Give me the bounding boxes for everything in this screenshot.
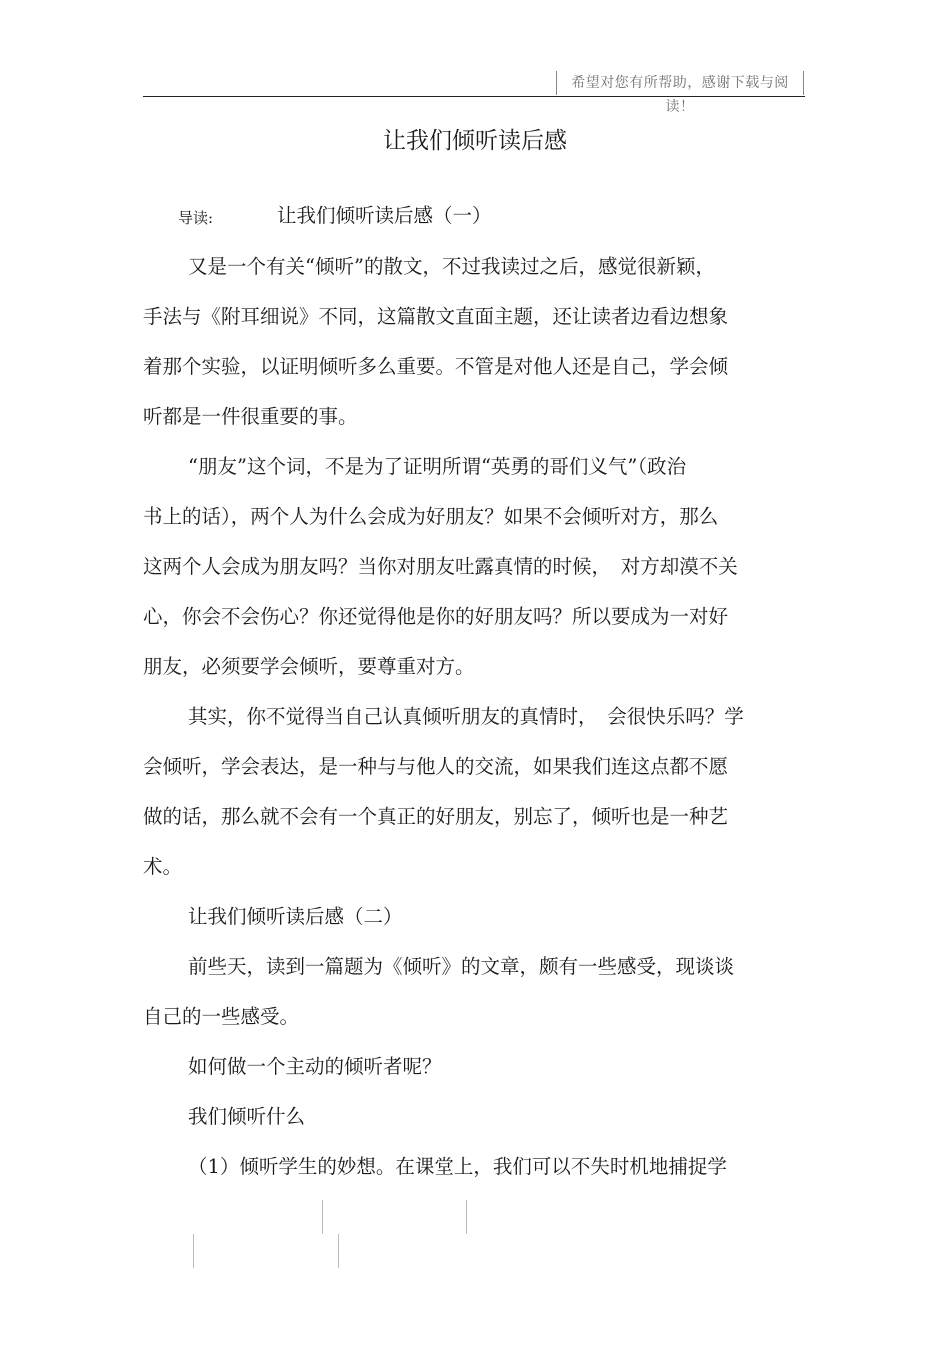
scan-artifact [338,1234,339,1268]
paragraph-line: 前些天，读到一篇题为《倾听》的文章，颇有一些感受，现谈谈 [188,955,735,978]
paragraph-line: 我们倾听什么 [188,1105,306,1128]
header-rule [143,96,805,97]
paragraph-line: 手法与《附耳细说》不同，这篇散文直面主题，还让读者边看边想象 [143,305,729,328]
intro-text: 让我们倾听读后感（一） [277,204,492,227]
paragraph-line: 书上的话），两个人为什么会成为好朋友？如果不会倾听对方，那么 [143,505,719,528]
paragraph-line: 其实，你不觉得当自己认真倾听朋友的真情时， 会很快乐吗？学 [188,705,744,728]
paragraph-line: 又是一个有关“倾听”的散文，不过我读过之后，感觉很新颖， [188,255,715,278]
paragraph-line: （1）倾听学生的妙想。在课堂上，我们可以不失时机地捕捉学 [188,1155,727,1178]
section-heading: 让我们倾听读后感（二） [188,905,403,928]
paragraph-line: 自己的一些感受。 [143,1005,300,1028]
paragraph-line: 着那个实验，以证明倾听多么重要。不管是对他人还是自己，学会倾 [143,355,729,378]
paragraph-line: 如何做一个主动的倾听者呢？ [188,1055,442,1078]
paragraph-line: 术。 [143,855,183,878]
paragraph-line: 这两个人会成为朋友吗？当你对朋友吐露真情的时候， 对方却漠不关 [143,555,738,578]
paragraph-line: 会倾听，学会表达，是一种与与他人的交流，如果我们连这点都不愿 [143,755,729,778]
paragraph-line: 听都是一件很重要的事。 [143,405,358,428]
paragraph-line: 朋友，必须要学会倾听，要尊重对方。 [143,655,475,678]
paragraph-line: “朋友”这个词，不是为了证明所谓“英勇的哥们义气”（政治 [188,455,687,478]
scan-artifact [322,1200,323,1234]
header-note: 希望对您有所帮助，感谢下载与阅读！ [556,71,804,95]
scan-artifact [466,1200,467,1234]
paragraph-line: 做的话，那么就不会有一个真正的好朋友，别忘了，倾听也是一种艺 [143,805,729,828]
paragraph-line: 心，你会不会伤心？你还觉得他是你的好朋友吗？所以要成为一对好 [143,605,729,628]
document-title: 让我们倾听读后感 [383,128,567,154]
intro-label: 导读: [178,209,214,227]
scan-artifact [193,1234,194,1268]
